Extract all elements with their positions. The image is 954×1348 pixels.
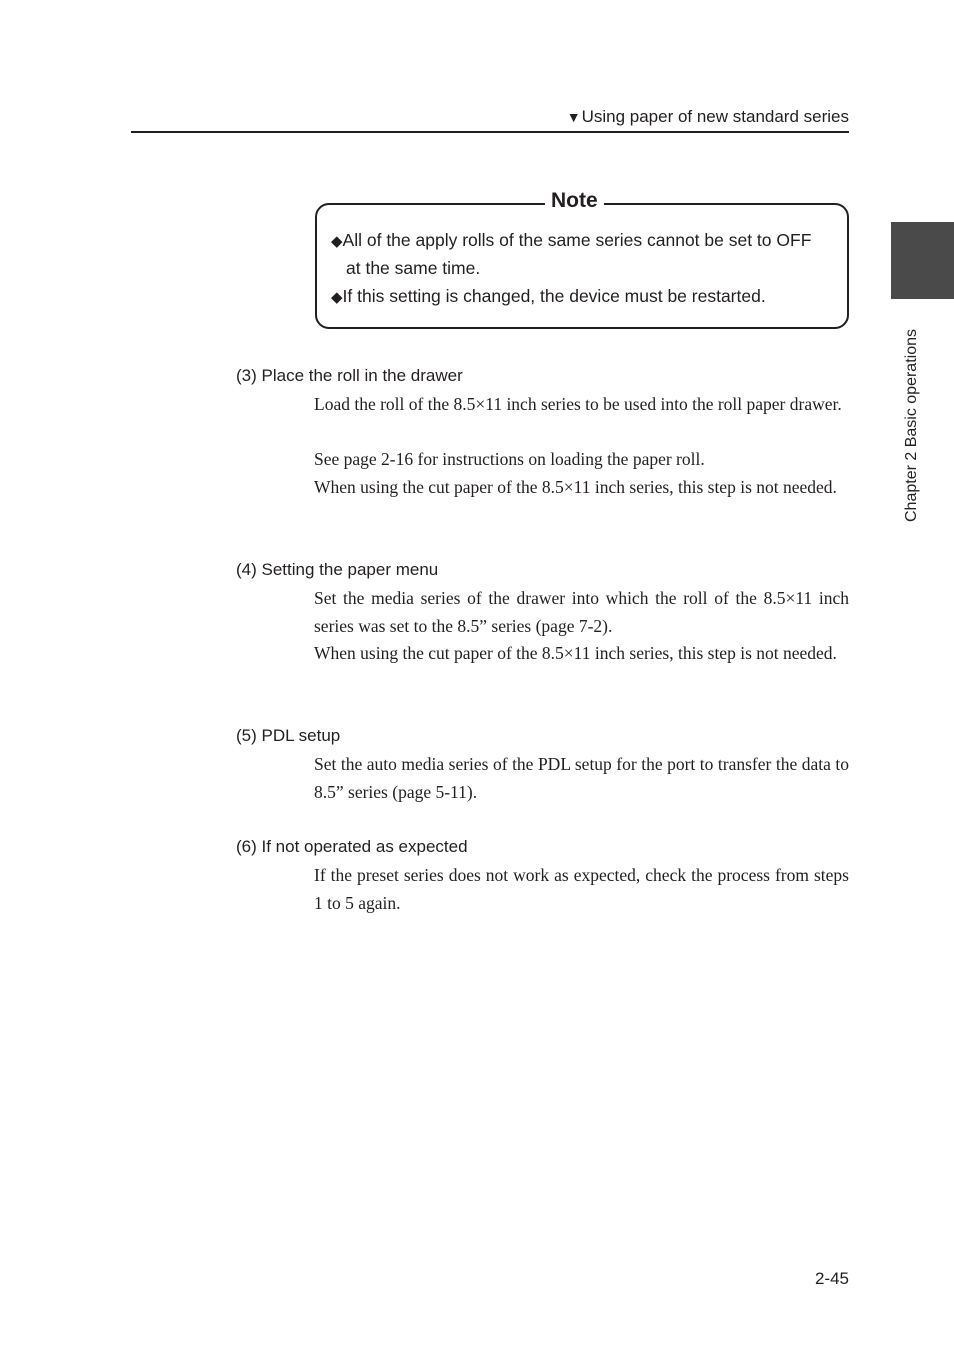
running-header-text: Using paper of new standard series (581, 107, 849, 126)
step-paragraph: When using the cut paper of the 8.5×11 inch series, this step is not needed. (314, 477, 837, 497)
chapter-tab (891, 222, 954, 299)
triangle-down-icon: ▼ (566, 109, 581, 125)
note-item-text: All of the apply rolls of the same series cannot be set to OFF (342, 230, 812, 250)
running-header-title (567, 107, 849, 127)
step-paragraph: See page 2-16 for instructions on loading the paper roll. (314, 449, 705, 469)
step-paragraph: When using the cut paper of the 8.5×11 inch series, this step is not needed. (314, 643, 837, 663)
note-title: Note (545, 188, 604, 214)
chapter-label-container (903, 310, 923, 540)
diamond-bullet-icon: ◆ (331, 289, 343, 306)
step-paragraph: Set the auto media series of the PDL setup for the port to transfer the data to 8.5” series (page 5-11). (314, 754, 849, 802)
step-heading: (3) Place the roll in the drawer (236, 366, 463, 385)
running-header (131, 105, 849, 133)
step-heading: (6) If not operated as expected (236, 837, 468, 856)
step-heading: (5) PDL setup (236, 726, 341, 745)
step-paragraph: Load the roll of the 8.5×11 inch series to be used into the roll paper drawer. (314, 394, 842, 414)
note-item (331, 226, 811, 256)
step-paragraph: Set the media series of the drawer into which the roll of the 8.5×11 inch series was set to the 8.5” series (page 7-2). (314, 588, 849, 636)
step-heading: (4) Setting the paper menu (236, 560, 439, 579)
note-item (331, 282, 766, 312)
note-item-continuation: at the same time. (346, 258, 481, 278)
note-item-text: If this setting is changed, the device must be restarted. (342, 286, 766, 306)
chapter-label: Chapter 2 Basic operations (903, 329, 920, 522)
step-paragraph: If the preset series does not work as expected, check the process from steps 1 to 5 again. (314, 865, 849, 913)
page-number: 2-45 (814, 1269, 849, 1288)
diamond-bullet-icon: ◆ (331, 233, 343, 250)
